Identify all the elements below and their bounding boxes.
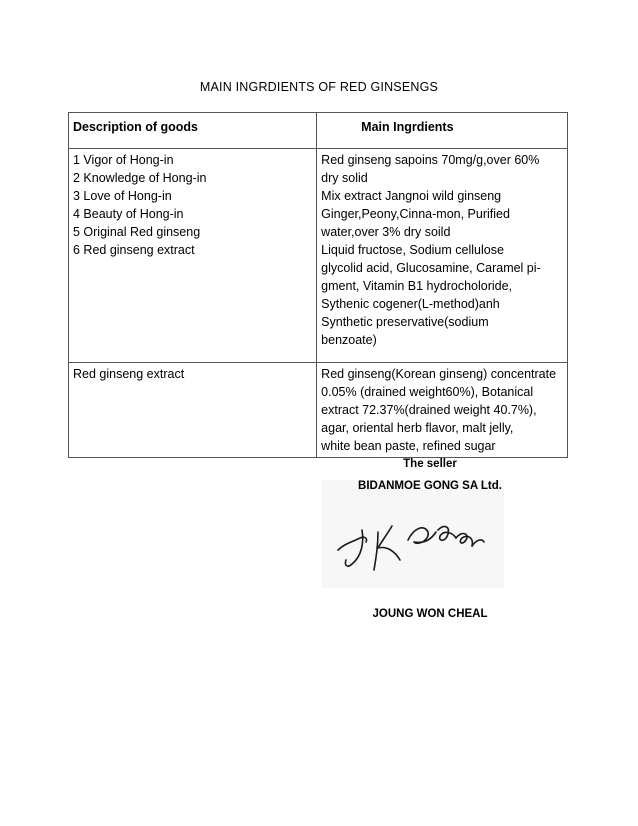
- table-row: [69, 363, 568, 458]
- signer-name: JOUNG WON CHEAL: [372, 608, 488, 620]
- ingredient-line: agar, oriental herb flavor, malt jelly,: [321, 421, 514, 435]
- ingredient-line: Ginger,Peony,Cinna-mon, Purified: [321, 207, 510, 221]
- goods-cell: [69, 149, 317, 363]
- goods-line: 5 Original Red ginseng: [73, 225, 201, 239]
- goods-line: 2 Knowledge of Hong-in: [73, 171, 207, 185]
- ingredient-line: extract 72.37%(drained weight 40.7%),: [321, 403, 537, 417]
- header-main-ingredients: Main Ingrdients: [317, 113, 568, 149]
- ingredients-cell: [317, 149, 568, 363]
- ingredient-line: 0.05% (drained weight60%), Botanical: [321, 385, 534, 399]
- goods-line: 4 Beauty of Hong-in: [73, 207, 184, 221]
- ingredient-line: Red ginseng(Korean ginseng) concentrate: [321, 367, 557, 381]
- table-header-row: [69, 113, 568, 149]
- ingredients-table: [68, 112, 568, 458]
- ingredient-line: Synthetic preservative(sodium: [321, 315, 489, 329]
- ingredients-cell: [317, 363, 568, 458]
- seller-label: The seller: [403, 458, 457, 470]
- ingredient-line: white bean paste, refined sugar: [321, 439, 496, 453]
- ingredient-line: benzoate): [321, 333, 377, 347]
- ingredient-line: Liquid fructose, Sodium cellulose: [321, 243, 504, 257]
- ingredient-line: Mix extract Jangnoi wild ginseng: [321, 189, 502, 203]
- ingredient-line: water,over 3% dry soild: [321, 225, 451, 239]
- ingredient-line: gment, Vitamin B1 hydrocholoride,: [321, 279, 513, 293]
- goods-line: 3 Love of Hong-in: [73, 189, 172, 203]
- ingredient-line: glycolid acid, Glucosamine, Caramel pi-: [321, 261, 541, 275]
- goods-line: 1 Vigor of Hong-in: [73, 153, 174, 167]
- goods-line: 6 Red ginseng extract: [73, 243, 195, 257]
- ingredient-line: Sythenic cogener(L-method)anh: [321, 297, 500, 311]
- signature-image: [322, 480, 504, 588]
- ingredient-line: dry solid: [321, 171, 368, 185]
- document-title: MAIN INGRDIENTS OF RED GINSENGS: [199, 80, 439, 94]
- company-name: BIDANMOE GONG SA Ltd.: [358, 480, 502, 492]
- goods-cell: [69, 363, 317, 458]
- goods-line: Red ginseng extract: [73, 367, 185, 381]
- ingredient-line: Red ginseng sapoins 70mg/g,over 60%: [321, 153, 540, 167]
- table-row: [69, 149, 568, 363]
- header-description: Description of goods: [69, 113, 317, 149]
